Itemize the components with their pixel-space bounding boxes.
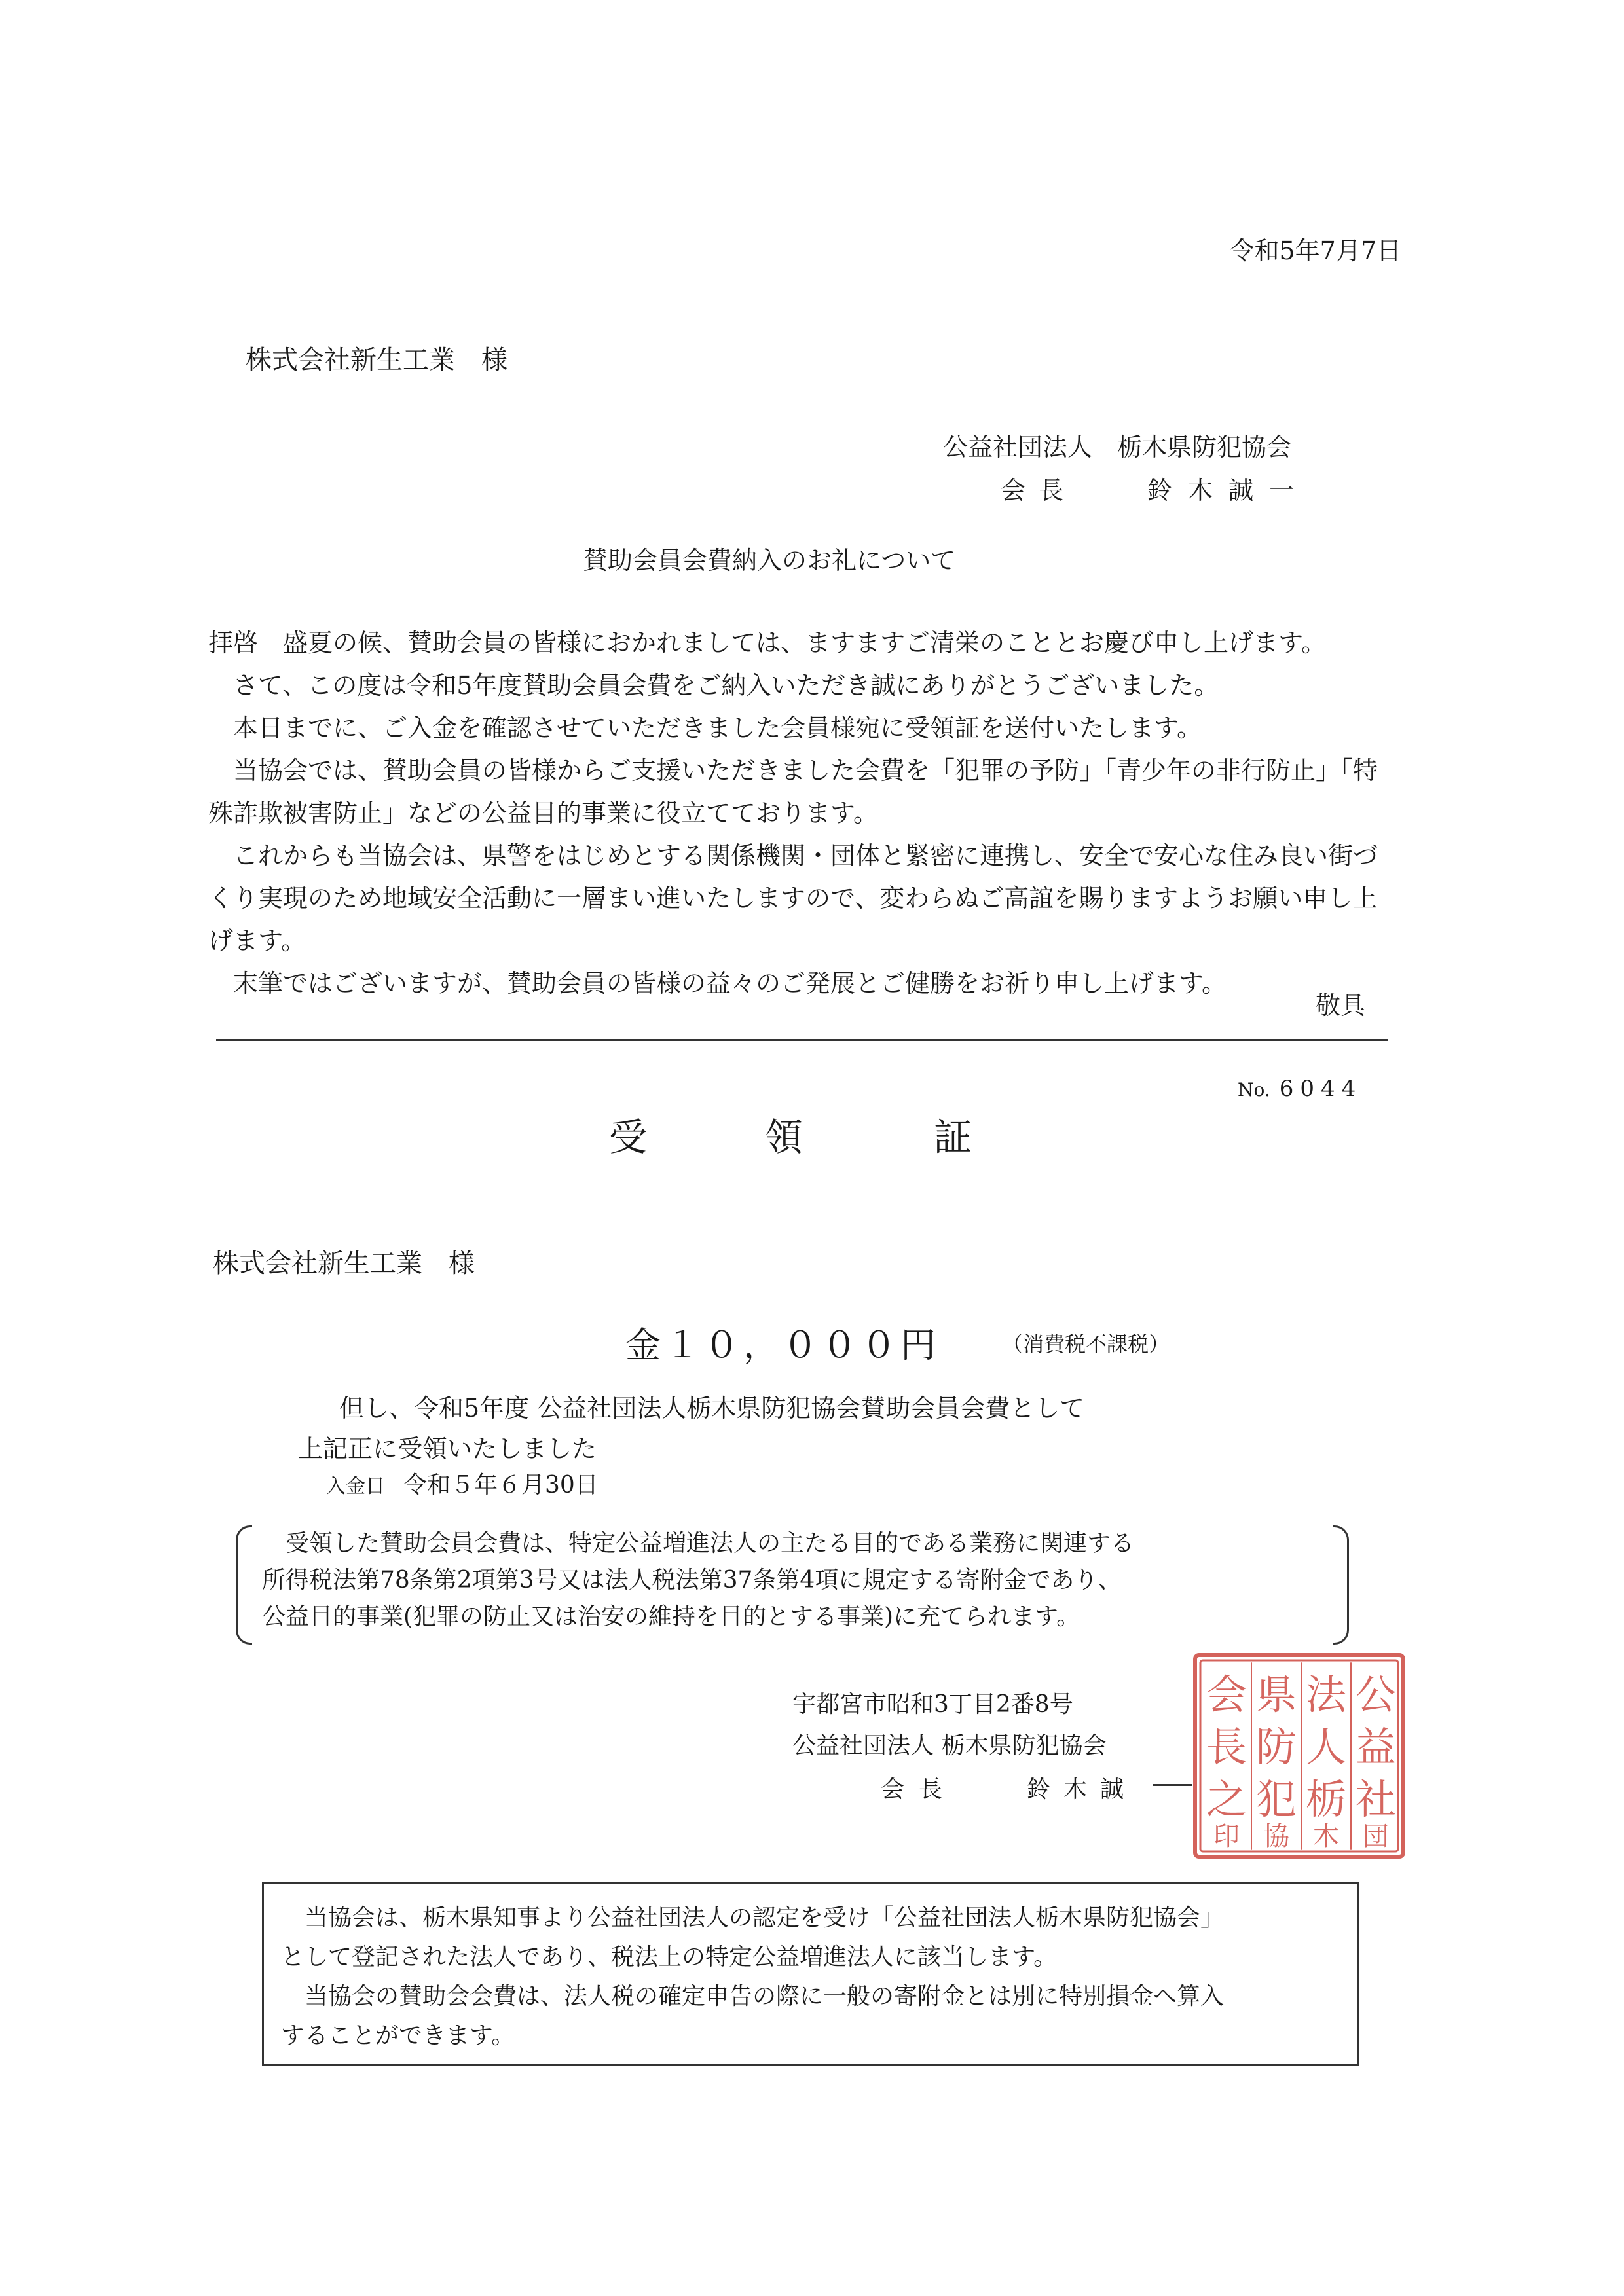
issuer-address: 宇都宮市昭和3丁目2番8号 [792, 1691, 1073, 1718]
letter-date: 令和5年7月7日 [1229, 236, 1401, 265]
tax-info-box [262, 1882, 1359, 2066]
deposit-date-label: 入金日 [326, 1475, 385, 1498]
receipt-amount: 金１０，０００円 [625, 1324, 940, 1366]
svg-text:会: 会 [1206, 1671, 1247, 1719]
receipt-recipient: 株式会社新生工業 様 [213, 1248, 475, 1279]
receipt-title-char: 証 [934, 1115, 972, 1159]
left-bracket [236, 1525, 252, 1645]
receipt-purpose: 但し、令和5年度 公益社団法人栃木県防犯協会賛助会員会費として [339, 1394, 1085, 1423]
sender-organization: 公益社団法人 栃木県防犯協会 [943, 433, 1292, 462]
letter-closing: 敬具 [1315, 991, 1365, 1020]
receipt-tax-note: （消費税不課税） [1002, 1332, 1170, 1357]
issuer-organization: 公益社団法人 栃木県防犯協会 [792, 1732, 1107, 1759]
official-seal-stamp [1189, 1649, 1411, 1867]
letter-recipient: 株式会社新生工業 様 [246, 345, 507, 375]
issuer-name-stroke [1153, 1784, 1192, 1786]
svg-text:木: 木 [1313, 1821, 1339, 1851]
receipt-title-char: 受 [609, 1115, 648, 1159]
svg-text:印: 印 [1213, 1821, 1240, 1851]
receipt-title-char: 領 [765, 1115, 803, 1159]
section-divider [216, 1039, 1388, 1041]
tax-note-line: 公益目的事業(犯罪の防止又は治安の維持を目的とする事業)に充てられます。 [262, 1603, 1080, 1630]
svg-text:社: 社 [1355, 1776, 1397, 1823]
tax-note-line: 受領した賛助会員会費は、特定公益増進法人の主たる目的である業務に関連する [286, 1530, 1135, 1557]
receipt-number-label: No. [1238, 1079, 1270, 1101]
svg-text:之: 之 [1206, 1776, 1247, 1823]
svg-text:人: 人 [1305, 1723, 1347, 1771]
svg-text:犯: 犯 [1255, 1776, 1297, 1823]
seal-graphic [1189, 1649, 1411, 1865]
svg-text:団: 団 [1363, 1821, 1389, 1851]
svg-text:防: 防 [1255, 1723, 1297, 1771]
body-paragraph: さて、この度は令和5年度賛助会員会費をご納入いただき誠にありがとうございました。 [208, 671, 1219, 700]
svg-text:益: 益 [1355, 1723, 1397, 1771]
svg-text:栃: 栃 [1305, 1776, 1347, 1823]
body-paragraph: 当協会では、賛助会員の皆様からご支援いただきました会費を「犯罪の予防」「青少年の非行防止」「特殊詐欺被害防止」などの公益目的事業に役立てております。 [208, 756, 1378, 828]
svg-text:県: 県 [1255, 1671, 1297, 1719]
body-paragraph: これからも当協会は、県警をはじめとする関係機関・団体と緊密に連携し、安全で安心な住み良い街づくり実現のため地域安全活動に一層まい進いたしますので、変わらぬご高誼を賜りますようお願い申し上げます。 [208, 841, 1378, 955]
issuer-title: 会長 [881, 1776, 957, 1803]
svg-text:法: 法 [1305, 1671, 1347, 1719]
issuer-name: 鈴木誠 [1027, 1776, 1137, 1803]
right-bracket [1333, 1525, 1349, 1645]
svg-text:長: 長 [1206, 1723, 1247, 1771]
receipt-title [609, 1106, 972, 1161]
receipt-number [1238, 1076, 1362, 1102]
body-paragraph: 拝啓 盛夏の候、賛助会員の皆様におかれましては、ますますご清栄のこととお慶び申し上げます。 [208, 629, 1326, 657]
sender-title: 会長 [1001, 476, 1077, 505]
svg-text:協: 協 [1263, 1821, 1289, 1851]
svg-text:公: 公 [1355, 1671, 1397, 1719]
deposit-date-value: 令和５年６月30日 [403, 1472, 599, 1499]
deposit-date-row [326, 1467, 599, 1500]
info-line: 当協会の賛助会会費は、法人税の確定申告の際に一般の寄附金とは別に特別損金へ算入 [281, 1983, 1225, 2010]
body-paragraph: 本日までに、ご入金を確認させていただきました会員様宛に受領証を送付いたします。 [208, 714, 1202, 742]
tax-deduction-note [236, 1525, 1349, 1643]
sender-name: 鈴木誠一 [1147, 476, 1310, 505]
letter-subject: 賛助会員会費納入のお礼について [583, 546, 956, 575]
info-line: 当協会は、栃木県知事より公益社団法人の認定を受け「公益社団法人栃木県防犯協会」 [304, 1904, 1225, 1931]
info-line: することができます。 [281, 2022, 515, 2049]
receipt-number-value: 6044 [1279, 1076, 1363, 1102]
body-paragraph: 末筆ではございますが、賛助会員の皆様の益々のご発展とご健勝をお祈り申し上げます。 [208, 969, 1227, 998]
letter-body [208, 622, 1400, 1005]
receipt-confirmation: 上記正に受領いたしました [298, 1434, 597, 1463]
info-line: として登記された法人であり、税法上の特定公益増進法人に該当します。 [281, 1944, 1058, 1971]
tax-note-line: 所得税法第78条第2項第3号又は法人税法第37条第4項に規定する寄附金であり、 [262, 1567, 1122, 1594]
